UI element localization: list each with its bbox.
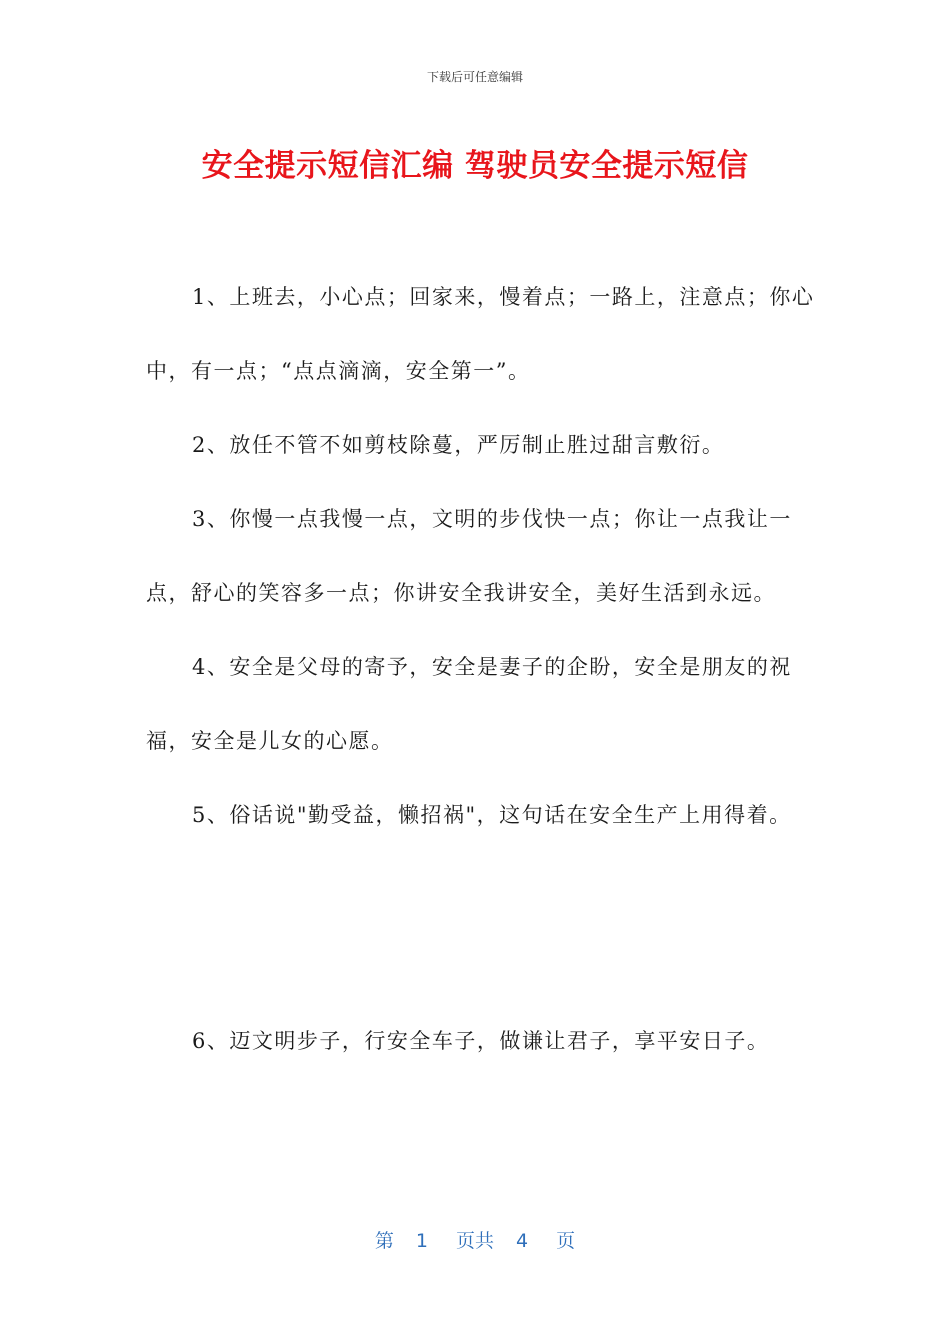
- paragraph-2: 2、放任不管不如剪枝除蔓，严厉制止胜过甜言敷衍。: [192, 433, 725, 457]
- page-footer: [0, 1226, 950, 1253]
- header-note: 下载后可任意编辑: [426, 70, 523, 84]
- footer-page-prefix: 第: [374, 1230, 394, 1252]
- footer-page-suffix: 页: [556, 1230, 576, 1252]
- footer-page-middle: 页共: [455, 1230, 494, 1252]
- footer-page-number: 1: [415, 1230, 428, 1252]
- paragraph-5: 5、俗话说"勤受益，懒招祸"，这句话在安全生产上用得着。: [192, 803, 792, 827]
- paragraph-4: 4、安全是父母的寄予，安全是妻子的企盼，安全是朋友的祝福，安全是儿女的心愿。: [146, 655, 792, 753]
- paragraph-6: 6、迈文明步子，行安全车子，做谦让君子，享平安日子。: [192, 1029, 770, 1053]
- document-title: 安全提示短信汇编 驾驶员安全提示短信: [201, 148, 749, 184]
- footer-page-total: 4: [516, 1230, 529, 1252]
- document-body-continued: [146, 1004, 826, 1078]
- paragraph-3: 3、你慢一点我慢一点，文明的步伐快一点；你让一点我让一点，舒心的笑容多一点；你讲安全我讲安全，美好生活到永远。: [146, 507, 792, 605]
- document-body: [146, 260, 826, 852]
- paragraph-1: 1、上班去，小心点；回家来，慢着点；一路上，注意点；你心中，有一点；“点点滴滴，安全第一”。: [146, 285, 815, 383]
